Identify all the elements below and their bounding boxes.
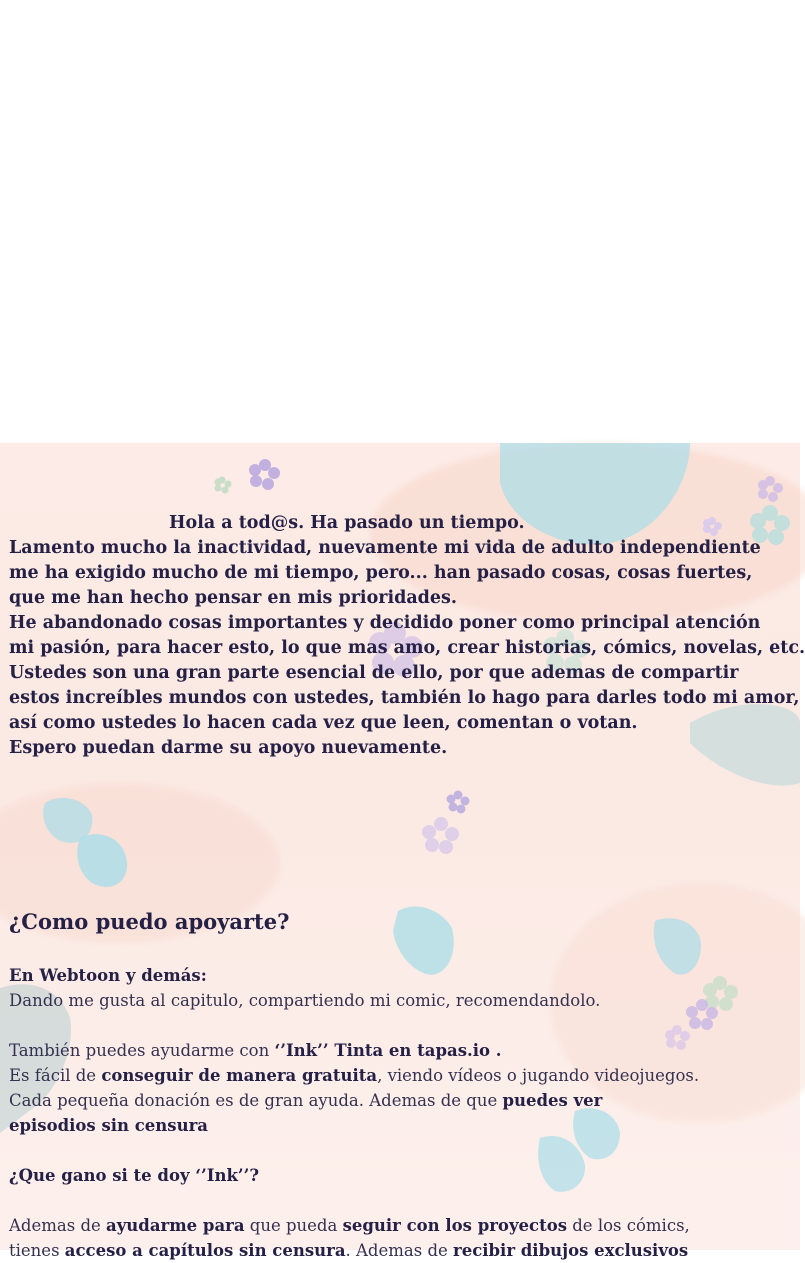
apology-letter [9, 511, 805, 761]
letter-panel [0, 443, 805, 1260]
letter-line: así como ustedes lo hacen cada vez que leen, comentan o votan. [9, 713, 638, 733]
greeting: Hola a tod@s. Ha pasado un tiempo. [169, 513, 525, 533]
letter-line: He abandonado cosas importantes y decidido poner como principal atención [9, 613, 761, 633]
support-section [9, 963, 789, 1263]
uncensored-line: episodios sin censura [9, 1116, 208, 1135]
letter-line: me ha exigido mucho de mi tiempo, pero... han pasado cosas, cosas fuertes, [9, 563, 753, 583]
ink-line: También puedes ayudarme con ‘’Ink’’ Tinta en tapas.io . [9, 1041, 502, 1060]
letter-line: Ustedes son una gran parte esencial de ello, por que ademas de compartir [9, 663, 739, 683]
gain-line: Ademas de ayudarme para que pueda seguir con los proyectos de los cómics, [9, 1216, 690, 1235]
easy-line: Es fácil de conseguir de manera gratuita, viendo vídeos o jugando videojuegos. [9, 1066, 700, 1085]
webtoon-label: En Webtoon y demás: [9, 966, 207, 985]
letter-line: mi pasión, para hacer esto, lo que mas amo, crear historias, cómics, novelas, etc. [9, 638, 805, 658]
benefits-line: tienes acceso a capítulos sin censura. Ademas de recibir dibujos exclusivos [9, 1241, 689, 1260]
gain-question: ¿Que gano si te doy ‘’Ink’’? [9, 1166, 260, 1185]
support-heading: ¿Como puedo apoyarte? [9, 909, 290, 934]
donation-line: Cada pequeña donación es de gran ayuda. Ademas de que puedes ver [9, 1091, 603, 1110]
letter-line: estos increíbles mundos con ustedes, también lo hago para darles todo mi amor, [9, 688, 800, 708]
letter-line: que me han hecho pensar en mis prioridades. [9, 588, 458, 608]
letter-line: Lamento mucho la inactividad, nuevamente mi vida de adulto independiente [9, 538, 761, 558]
flower-icon [249, 459, 280, 490]
letter-line: Espero puedan darme su apoyo nuevamente. [9, 738, 448, 758]
webtoon-text: Dando me gusta al capitulo, compartiendo mi comic, recomendandolo. [9, 991, 601, 1010]
